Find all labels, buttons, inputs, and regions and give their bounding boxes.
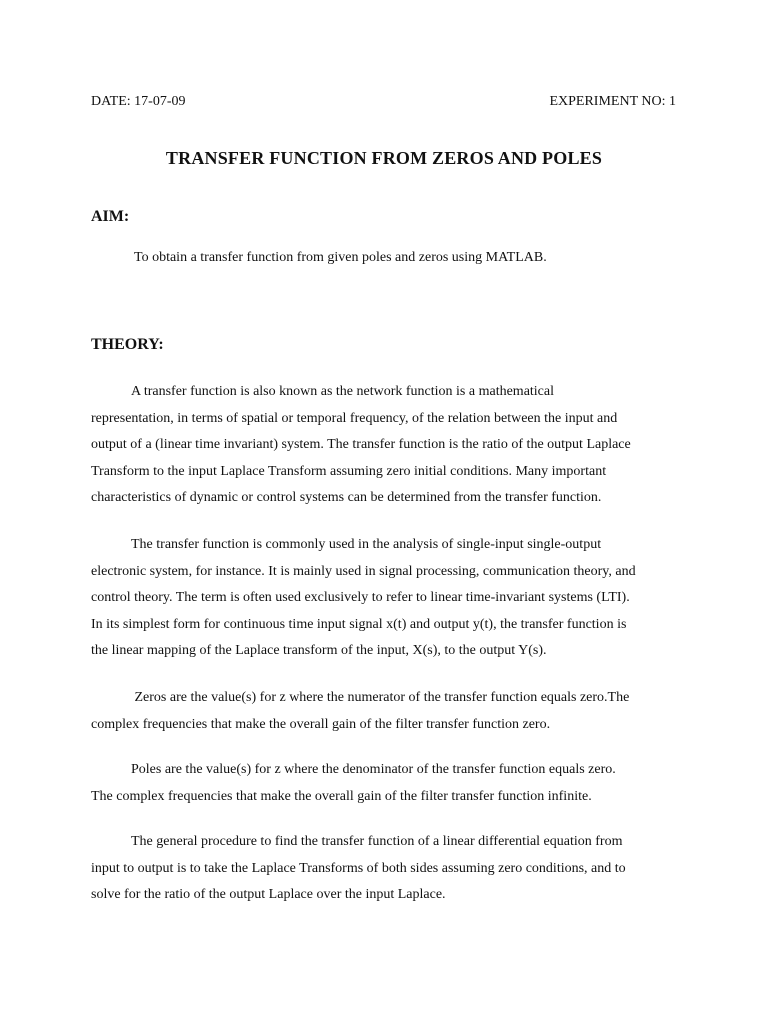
theory-paragraph-procedure (91, 829, 681, 909)
paragraph-line: The general procedure to find the transfer function of a linear differential equation from (131, 834, 623, 849)
aim-text: To obtain a transfer function from given poles and zeros using MATLAB. (134, 250, 547, 265)
experiment-number: EXPERIMENT NO: 1 (549, 94, 676, 109)
page-title: TRANSFER FUNCTION FROM ZEROS AND POLES (165, 148, 603, 168)
paragraph-line: In its simplest form for continuous time input signal x(t) and output y(t), the transfer function is (91, 616, 627, 632)
paragraph-line: Transform to the input Laplace Transform assuming zero initial conditions. Many important (91, 463, 607, 479)
date-label: DATE: 17-07-09 (91, 94, 186, 109)
paragraph-line: solve for the ratio of the output Laplace over the input Laplace. (91, 887, 446, 902)
theory-paragraph-2 (91, 532, 681, 665)
paragraph-line: the linear mapping of the Laplace transform of the input, X(s), to the output Y(s). (91, 643, 547, 658)
paragraph-line: A transfer function is also known as the network function is a mathematical (131, 384, 555, 399)
paragraph-line: Poles are the value(s) for z where the denominator of the transfer function equals zero. (131, 762, 616, 777)
paragraph-line: complex frequencies that make the overall gain of the filter transfer function zero. (91, 716, 551, 732)
paragraph-line: The transfer function is commonly used in the analysis of single-input single-output (131, 537, 602, 552)
theory-heading: THEORY: (91, 336, 164, 353)
theory-paragraph-poles (91, 757, 681, 810)
paragraph-line: electronic system, for instance. It is mainly used in signal processing, communication theory, and (91, 563, 636, 579)
paragraph-line: output of a (linear time invariant) system. The transfer function is the ratio of the output Laplace (91, 437, 631, 452)
theory-paragraph-1 (91, 379, 681, 512)
paragraph-line: input to output is to take the Laplace Transforms of both sides assuming zero conditions, and to (91, 860, 626, 876)
paragraph-line: control theory. The term is often used exclusively to refer to linear time-invariant systems (LTI). (91, 590, 630, 605)
theory-paragraph-zeros (91, 685, 681, 738)
aim-heading: AIM: (91, 208, 130, 225)
paragraph-line: The complex frequencies that make the overall gain of the filter transfer function infinite. (91, 788, 592, 804)
paragraph-line: characteristics of dynamic or control systems can be determined from the transfer function. (91, 490, 602, 505)
paragraph-line: representation, in terms of spatial or temporal frequency, of the relation between the input and (91, 410, 618, 426)
paragraph-line: Zeros are the value(s) for z where the numerator of the transfer function equals zero.The (131, 690, 630, 705)
